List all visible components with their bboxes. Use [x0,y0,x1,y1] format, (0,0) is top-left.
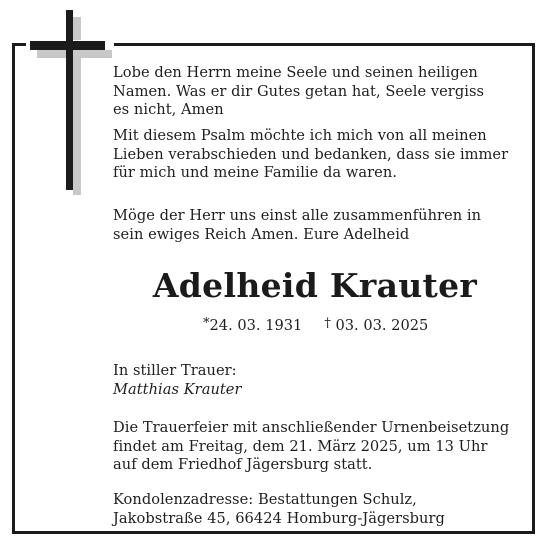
life-dates [203,316,428,337]
mourning-label: In stiller Trauer: [113,362,237,379]
condolence-address: Kondolenzadresse: Bestattungen Schulz, Jakobstraße 45, 66424 Homburg-Jägersburg [113,491,445,527]
birth-symbol: * [203,316,210,331]
deceased-name: Adelheid Krauter [152,266,478,305]
death-date: 03. 03. 2025 [335,317,429,334]
cross-icon [0,0,120,200]
funeral-notice: Die Trauerfeier mit anschließender Urnenbeisetzung findet am Freitag, dem 21. März 2025, um 13 Uhr auf dem Friedhof Jägersburg statt. [113,419,510,474]
death-symbol: † [324,316,331,331]
mourner-name: Matthias Krauter [113,381,242,398]
psalm-text: Lobe den Herrn meine Seele und seinen heiligen Namen. Was er dir Gutes getan hat, Seele vergiss es nicht, Amen [113,64,485,119]
farewell-text: Mit diesem Psalm möchte ich mich von all meinen Lieben verabschieden und bedanken, dass sie immer für mich und meine Familie da waren. [113,127,509,182]
reunion-text: Möge der Herr uns einst alle zusammenführen in sein ewiges Reich Amen. Eure Adelheid [113,207,482,243]
birth-date: 24. 03. 1931 [209,317,303,334]
